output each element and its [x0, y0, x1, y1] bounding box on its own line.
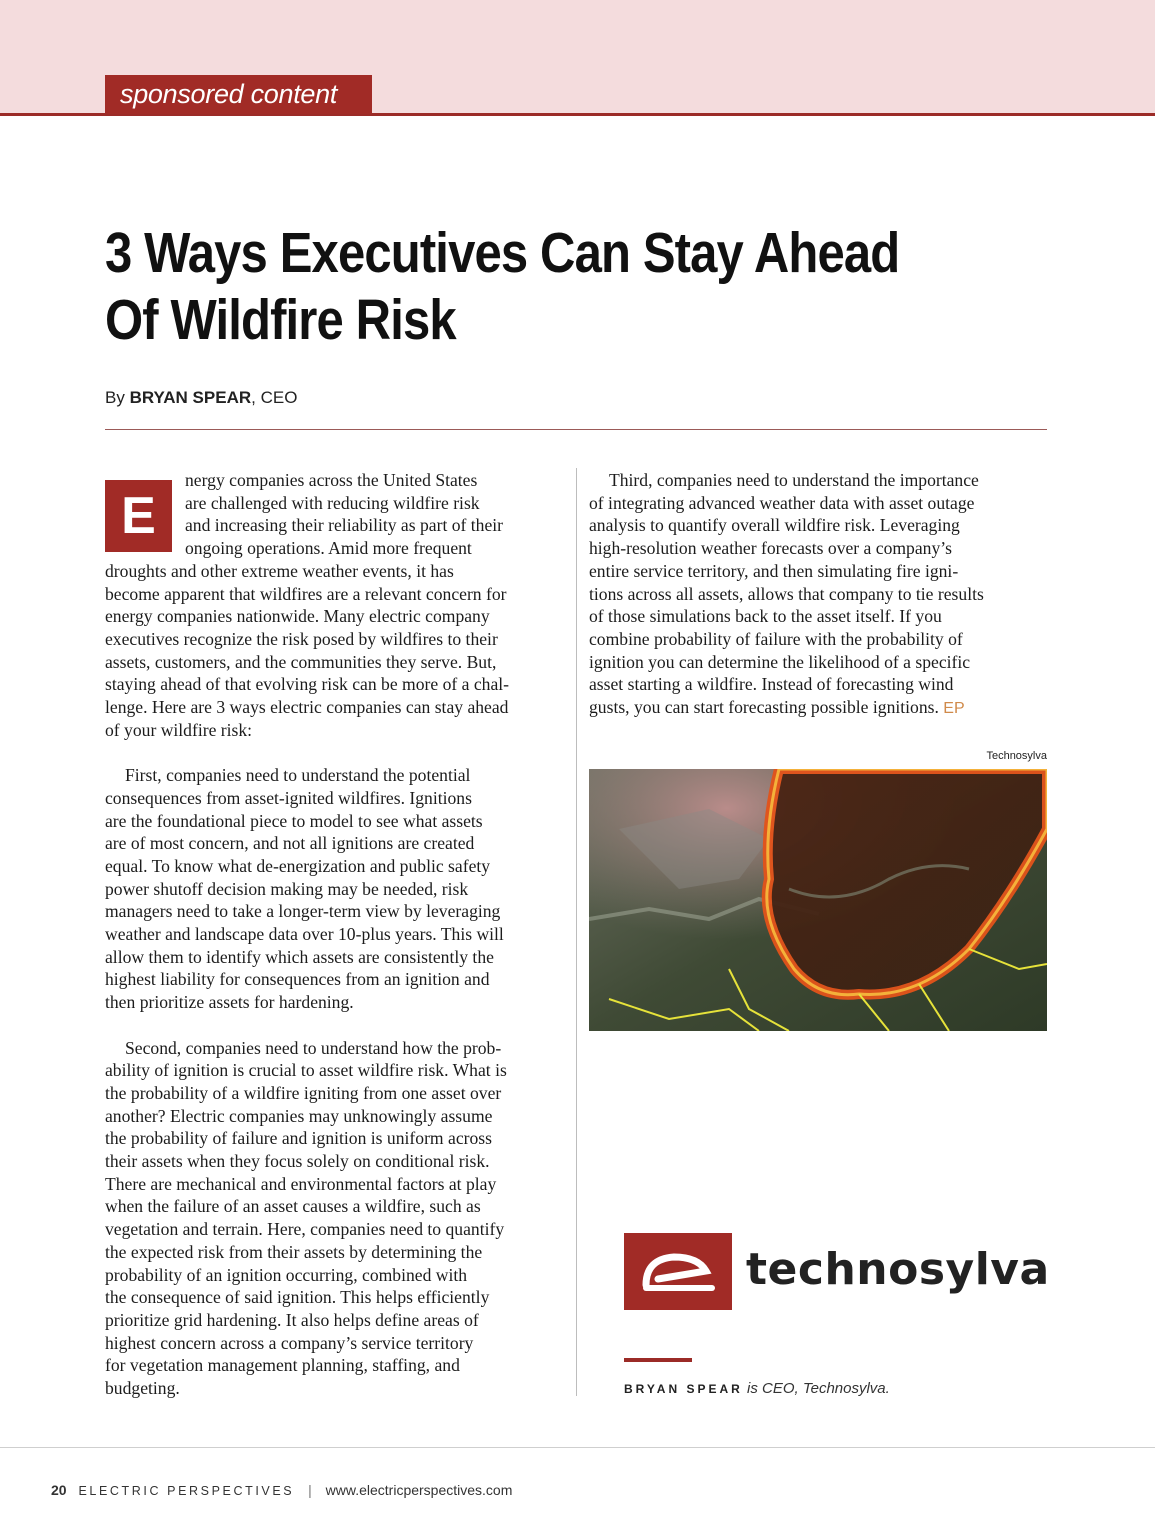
page-footer [51, 1482, 512, 1498]
logo-icon [624, 1233, 732, 1310]
paragraph-second: Second, companies need to understand how the prob- ability of ignition is crucial to asset wildfire risk. What is the probability of a wildfire igniting from one asset over another? Electric companies may unknowingly assume the probability of failure and ignition is uniform across their assets when they focus solely on conditional risk. There are mechanical and environmental factors at play when the failure of an asset causes a wildfire, such as vegetation and terrain. Here, companies need to quantify the expected risk from their assets by determining the probability of an ignition occurring, combined with the consequence of said ignition. This helps efficiently prioritize grid hardening. It also helps define areas of highest concern across a company’s service territory for vegetation management planning, staffing, and budgeting. [105, 1037, 507, 1399]
publication-name: ELECTRIC PERSPECTIVES [78, 1484, 295, 1498]
end-mark: EP [943, 700, 965, 718]
footer-divider [0, 1447, 1155, 1448]
bio-name: BRYAN SPEAR [624, 1382, 743, 1396]
bio-text: is CEO, Technosylva. [742, 1380, 890, 1397]
byline-prefix: By [105, 388, 125, 407]
sponsored-content-tag: sponsored content [105, 75, 372, 114]
map-image-icon [589, 769, 1047, 1031]
page-number: 20 [51, 1482, 67, 1498]
byline-divider [105, 429, 1047, 430]
paragraph-third [589, 469, 1049, 721]
technosylva-logo-mark [624, 1233, 732, 1310]
wildfire-simulation-map [589, 769, 1047, 1031]
left-column [105, 469, 565, 1400]
right-column [589, 469, 1049, 721]
column-divider [576, 468, 577, 1396]
title-line-2: Of Wildfire Risk [105, 288, 456, 352]
footer-separator: | [308, 1482, 312, 1498]
photo-credit: Technosylva [986, 750, 1047, 762]
byline-author: BRYAN SPEAR [129, 388, 252, 407]
byline [105, 388, 297, 408]
paragraph-first: First, companies need to understand the potential consequences from asset-ignited wildfires. Ignitions are the foundational piece to model to see what assets are of most concern, and not all ignitions are created equal. To know what de-energization and public safety power shutoff decision making may be needed, risk managers need to take a longer-term view by leveraging weather and landscape data over 10-plus years. This will allow them to identify which assets are consistently the highest liability for consequences from an ignition and then prioritize assets for hardening. [105, 765, 504, 1013]
paragraph-intro [105, 469, 565, 741]
title-line-1: 3 Ways Executives Can Stay Ahead [105, 221, 900, 285]
bio-divider [624, 1358, 692, 1362]
drop-cap: E [105, 480, 172, 552]
article-title [105, 220, 900, 354]
technosylva-wordmark: technosylva [746, 1244, 1050, 1295]
publication-url[interactable]: www.electricperspectives.com [325, 1482, 513, 1498]
author-bio [624, 1380, 890, 1397]
byline-role: , CEO [251, 388, 298, 407]
paragraph-intro-text: nergy companies across the United States are challenged with reducing wildfire risk and increasing their reliability as part of their ongoing operations. Amid more frequent droughts and other extreme weather events, it has become apparent that wildfires are a relevant concern for energy companies nationwide. Many electric company executives recognize the risk posed by wildfires to their assets, customers, and the communities they serve. But, staying ahead of that evolving risk can be more of a chal- lenge. Here are 3 ways electric companies can stay ahead of your wildfire risk: [105, 470, 510, 740]
paragraph-third-text: Third, companies need to understand the importance of integrating advanced weather data with asset outage analysis to quantify overall wildfire risk. Leveraging high-resolution weather forecasts over a company’s entire service territory, and then simulating fire igni- tions across all assets, allows that company to tie results of those simulations back to the asset itself. If you combine probability of failure with the probability of ignition you can determine the likelihood of a specific asset starting a wildfire. Instead of forecasting wind gusts, you can start forecasting possible ignitions. [589, 470, 984, 718]
